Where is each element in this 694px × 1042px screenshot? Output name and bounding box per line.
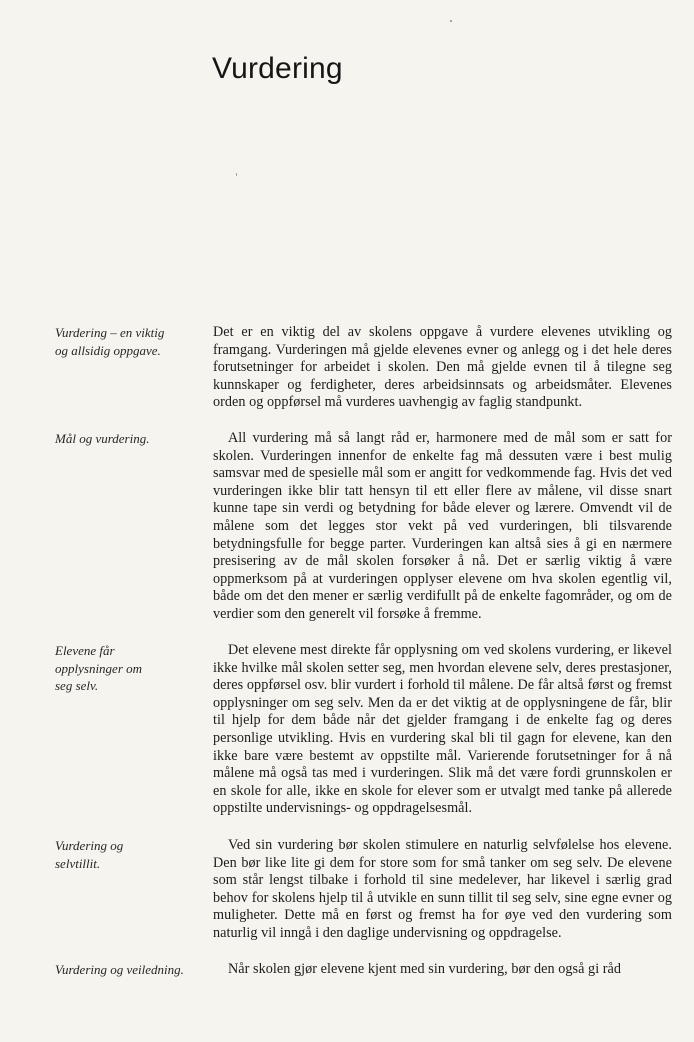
paper-speck (450, 20, 452, 22)
margin-note: Mål og vurdering. (55, 431, 150, 446)
body-paragraph: Når skolen gjør elevene kjent med sin vurdering, bør den også gi råd (228, 961, 622, 977)
paper-speck (236, 173, 237, 176)
margin-note: Vurdering og veiledning. (55, 962, 184, 977)
body-paragraph: Det elevene mest direkte får opplysning om ved skolens vurdering, er likevel ikke hvilke mål skolen setter seg, men hvordan elevene selv, deres prestasjoner, deres oppførsel osv. blir vurdert i forhold til målene. De får altså først og fremst opplysninger om seg selv. Men da er det viktig at de opplysningene de får, blir til hjelp for dem både når det gjelder framgang i de enkelte fag og deres personlige utvikling. Hvis en vurdering skal bli til gagn for elevene, kan den ikke bare være bestemt av oppstilte mål. Varierende forutsetninger for å nå målene må også tas med i vurderingen. Slik må det være fordi grunnskolen er en skole for alle, ikke en skole for elever som er utvalgt med tanke på allerede oppstilte undervisnings- og oppdragelsesmål. (213, 642, 672, 817)
margin-note: Elevene får opplysninger om seg selv. (55, 643, 143, 694)
body-paragraph: All vurdering må så langt råd er, harmonere med de mål som er satt for skolen. Vurderingen innenfor de enkelte fag må dessuten være i best mulig samsvar med de spesielle mål som er angitt for vedkommende fag. Hvis det ved vurderingen ikke blir tatt hensyn til ett eller flere av målene, vil disse snart kunne tape sin verdi og betydning for både elever og lærere. Omvendt vil de målene som det legges stor vekt på ved vurderingen, bli tilsvarende betydningsfulle for begge parter. Vurderingen kan altså sies å gi en nærmere presisering av de mål skolen forsøker å nå. Det er særlig viktig å være oppmerksom på at vurderingen opplyser elevene om hva skolen egentlig vil, både om det den mener er særlig verdifullt på de enkelte fagområder, og om de verdier som den generelt vil forsøke å fremme. (213, 430, 672, 622)
page-title: Vurdering (212, 52, 343, 85)
body-paragraph: Det er en viktig del av skolens oppgave å vurdere elevenes utvikling og framgang. Vurderingen må gjelde elevenes evner og anlegg og i det hele deres forutsetninger for arbeidet i skolen. Den må gjelde evnen til å tilegne seg kunnskaper og ferdigheter, deres arbeidsinnsats og arbeidsmåter. Elevenes orden og oppførsel må vurderes uavhengig av faglig standpunkt. (213, 324, 672, 411)
body-paragraph: Ved sin vurdering bør skolen stimulere en naturlig selvfølelse hos elevene. Den bør like lite gi dem for store som for små tanker om seg selv. De elevene som står lengst tilbake i forhold til sine medelever, har likevel i særlig grad behov for skolens hjelp til å utvikle en sunn tillit til seg selv, sine egne evner og muligheter. Dette må en først og fremst ha for øye ved den vurdering som naturlig vil inngå i den daglige undervisning og oppdragelse. (213, 837, 672, 941)
margin-note: Vurdering og selvtillit. (55, 838, 124, 871)
margin-note: Vurdering – en viktig og allsidig oppgave. (55, 325, 165, 358)
